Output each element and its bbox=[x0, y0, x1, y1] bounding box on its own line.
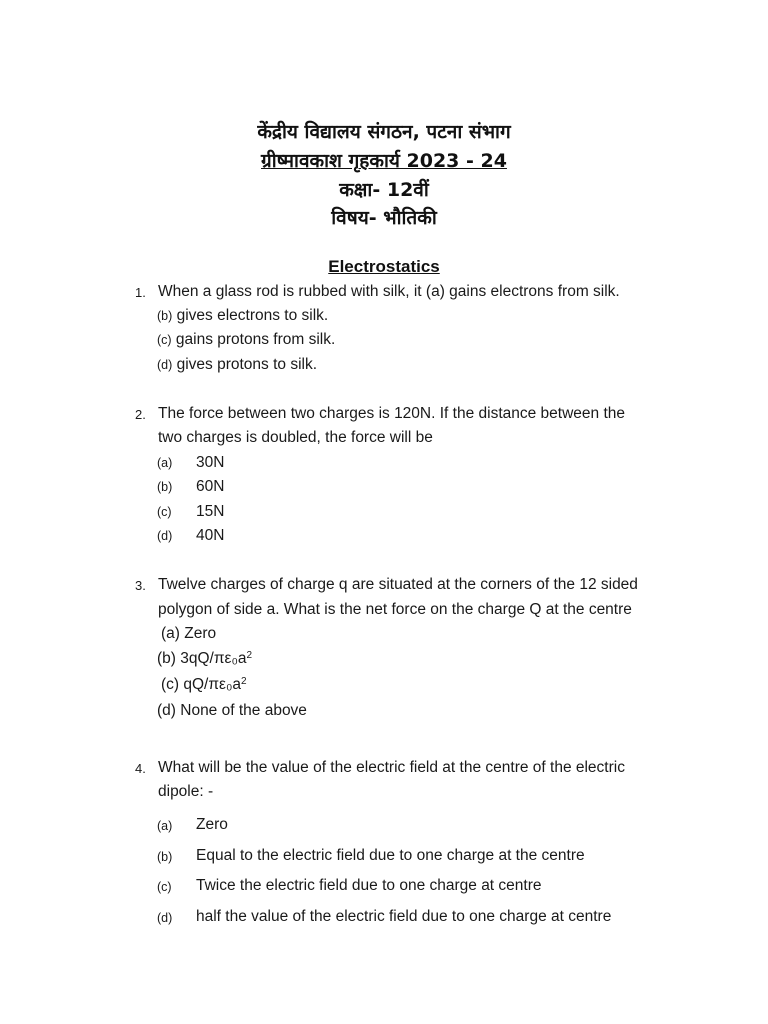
question-3-option-a: (a) Zero bbox=[161, 625, 217, 642]
question-4-option-a-text: Zero bbox=[196, 816, 228, 833]
question-3-text-line1: Twelve charges of charge q are situated at the corners of the 12 sided bbox=[158, 576, 638, 593]
question-4-option-b-label: (b) bbox=[157, 850, 173, 864]
question-2-number: 2. bbox=[135, 407, 146, 422]
question-3-option-d: (d) None of the above bbox=[157, 702, 307, 719]
option-text: (b) 3qQ/πε₀a bbox=[157, 650, 247, 667]
question-4-option-a-label: (a) bbox=[157, 819, 173, 833]
option-label: (b) bbox=[157, 309, 173, 323]
question-3-text-line2: polygon of side a. What is the net force on the charge Q at the centre bbox=[158, 601, 632, 618]
question-2-option-a-text: 30N bbox=[196, 454, 225, 471]
option-text: gives protons to silk. bbox=[176, 356, 318, 373]
option-text: gives electrons to silk. bbox=[176, 307, 329, 324]
question-2-option-d-label: (d) bbox=[157, 529, 173, 543]
question-1-option-c bbox=[157, 330, 335, 350]
question-2-text-line1: The force between two charges is 120N. If the distance between the bbox=[158, 405, 625, 422]
header-organization: केंद्रीय विद्यालय संगठन, पटना संभाग bbox=[257, 121, 511, 143]
question-4-option-d-text: half the value of the electric field due to one charge at centre bbox=[196, 908, 612, 925]
question-2-text-line2: two charges is doubled, the force will be bbox=[158, 429, 433, 446]
question-4-option-c-text: Twice the electric field due to one charge at centre bbox=[196, 877, 542, 894]
header-subject: विषय- भौतिकी bbox=[331, 207, 437, 229]
question-2-option-b-label: (b) bbox=[157, 480, 173, 494]
header-class: कक्षा- 12वीं bbox=[339, 179, 429, 201]
superscript: 2 bbox=[241, 676, 247, 687]
question-2-option-b-text: 60N bbox=[196, 478, 225, 495]
question-1-number: 1. bbox=[135, 285, 146, 300]
option-label: (c) bbox=[157, 333, 172, 347]
question-4-option-c-label: (c) bbox=[157, 880, 172, 894]
superscript: 2 bbox=[246, 650, 253, 661]
question-1-option-d bbox=[157, 355, 317, 375]
question-2-option-d-text: 40N bbox=[196, 527, 225, 544]
header-homework-title bbox=[0, 147, 768, 175]
question-2-option-c-label: (c) bbox=[157, 505, 172, 519]
question-1-option-b bbox=[157, 306, 328, 326]
question-4-number: 4. bbox=[135, 761, 146, 776]
question-4-text-line1: What will be the value of the electric field at the centre of the electric bbox=[158, 759, 625, 776]
question-3-option-c bbox=[161, 675, 247, 695]
header-homework-title-text: ग्रीष्मावकाश गृहकार्य 2023 - 24 bbox=[261, 150, 507, 172]
option-text: (c) qQ/πε₀a bbox=[161, 676, 242, 693]
question-1-text: When a glass rod is rubbed with silk, it (a) gains electrons from silk. bbox=[158, 283, 620, 300]
option-text: gains protons from silk. bbox=[175, 331, 336, 348]
question-4-option-d-label: (d) bbox=[157, 911, 173, 925]
question-2-option-a-label: (a) bbox=[157, 456, 173, 470]
option-label: (d) bbox=[157, 358, 173, 372]
question-2-option-c-text: 15N bbox=[196, 503, 225, 520]
question-3-option-b bbox=[157, 649, 252, 669]
section-title: Electrostatics bbox=[328, 257, 440, 276]
question-4-option-b-text: Equal to the electric field due to one charge at the centre bbox=[196, 847, 585, 864]
question-3-number: 3. bbox=[135, 578, 146, 593]
question-4-text-line2: dipole: - bbox=[158, 783, 214, 800]
